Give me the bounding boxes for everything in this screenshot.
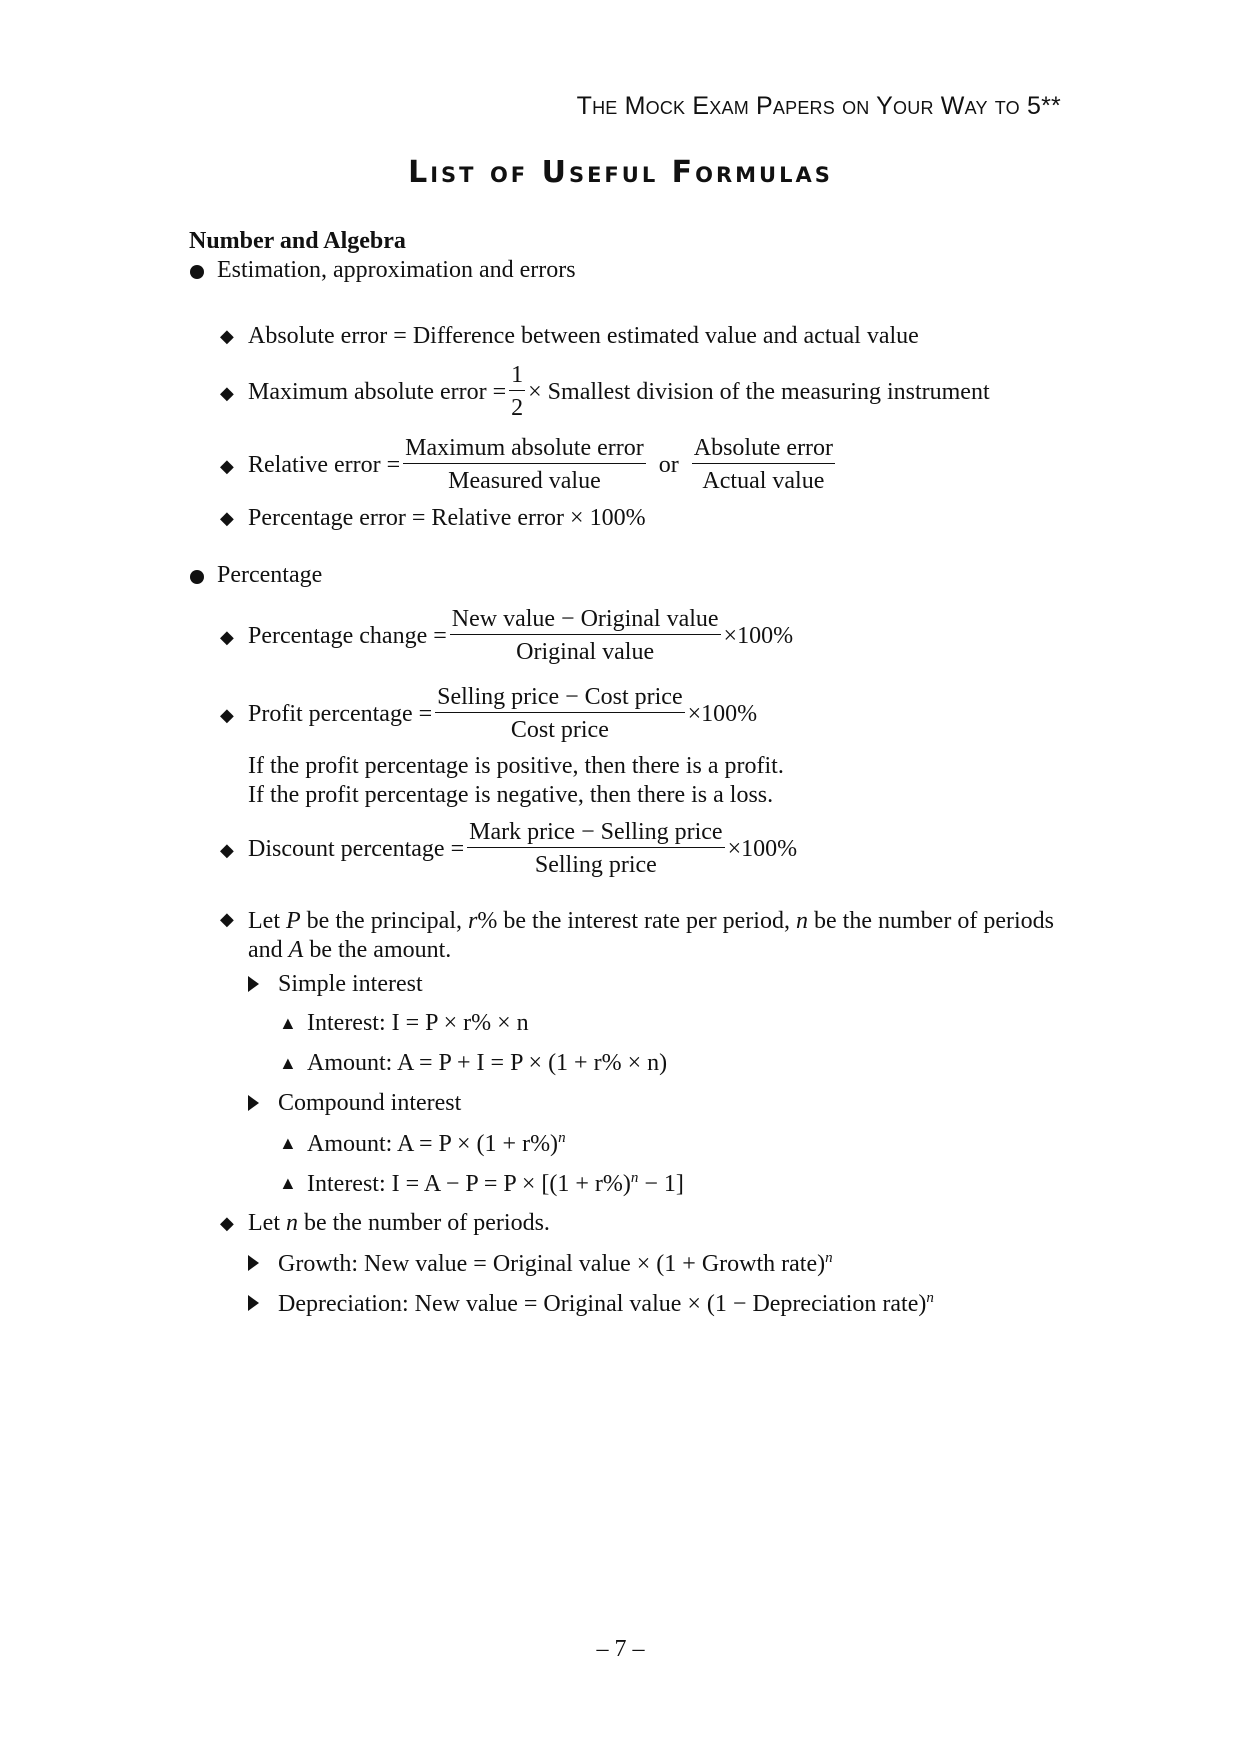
diamond-bullet-icon: ◆ — [220, 456, 234, 476]
fraction-numerator: Selling price − Cost price — [435, 685, 684, 713]
profit-note: If the profit percentage is negative, then there is a loss. — [248, 782, 774, 808]
triangle-right-icon — [248, 1255, 259, 1271]
round-bullet-icon — [190, 570, 204, 584]
formula-lhs: Percentage change = — [248, 622, 447, 649]
formula-lhs: Profit percentage = — [248, 700, 433, 727]
text-run: be the amount. — [303, 937, 452, 963]
triangle-right-icon — [248, 1095, 259, 1111]
formula-body — [248, 685, 757, 742]
subtopic-label: Compound interest — [278, 1090, 462, 1116]
formula-text: Growth: New value = Original value × (1 + Growth rate) — [278, 1251, 826, 1277]
exponent: n — [825, 1250, 833, 1266]
formula-text: Percentage error = Relative error × 100% — [248, 505, 646, 531]
formula-rhs: ×100% — [723, 622, 794, 649]
formula-rhs: ×100% — [727, 835, 798, 862]
diamond-bullet-icon: ◆ — [220, 1213, 234, 1233]
text-run: be the number of periods and — [248, 908, 1055, 963]
fraction-numerator: 1 — [509, 363, 525, 391]
or-connector: or — [658, 451, 679, 478]
formula-text: Absolute error = Difference between estimated value and actual value — [248, 323, 919, 349]
diamond-bullet-icon: ◆ — [220, 627, 234, 647]
text-run: be the number of periods. — [297, 1210, 550, 1236]
fraction-denominator: Original value — [516, 639, 655, 665]
formula-body — [307, 1171, 684, 1196]
fraction-numerator: Maximum absolute error — [403, 436, 646, 464]
running-head: The Mock Exam Papers on Your Way to 5** — [576, 92, 1061, 120]
fraction-denominator: Measured value — [448, 468, 601, 494]
text-run: be the principal, — [300, 908, 469, 934]
text-run: % be the interest rate per period, — [477, 908, 796, 934]
variable-p: P — [286, 908, 301, 934]
triangle-up-icon: ▲ — [279, 1133, 297, 1153]
formula-body — [248, 436, 838, 493]
fraction-numerator: New value − Original value — [450, 607, 721, 635]
fraction-numerator: Absolute error — [692, 436, 835, 464]
exponent: n — [926, 1290, 934, 1306]
formula-body — [248, 607, 793, 664]
formula-text: Amount: A = P × (1 + r%) — [307, 1131, 559, 1157]
fraction — [450, 607, 721, 664]
variable-n: n — [796, 908, 808, 934]
variable-a: A — [288, 937, 304, 963]
diamond-bullet-icon: ◆ — [220, 840, 234, 860]
formula-text: Amount: A = P + I = P × (1 + r% × n) — [307, 1050, 668, 1076]
triangle-up-icon: ▲ — [279, 1173, 297, 1193]
fraction — [467, 820, 724, 877]
triangle-right-icon — [248, 1295, 259, 1311]
variable-n: n — [285, 1210, 298, 1236]
fraction — [509, 363, 525, 420]
page-title: List of Useful Formulas — [408, 155, 833, 190]
formula-body — [248, 363, 990, 420]
fraction — [403, 436, 646, 493]
diamond-bullet-icon: ◆ — [220, 705, 234, 725]
formula-rhs: × Smallest division of the measuring instrument — [528, 378, 990, 405]
triangle-up-icon: ▲ — [279, 1013, 297, 1033]
round-bullet-icon — [190, 265, 204, 279]
formula-lhs: Discount percentage = — [248, 835, 465, 862]
formula-text: − 1] — [638, 1171, 684, 1197]
fraction — [435, 685, 684, 742]
diamond-bullet-icon: ◆ — [220, 909, 234, 929]
topic-label: Estimation, approximation and errors — [217, 257, 576, 283]
subtopic-label: Simple interest — [278, 971, 423, 997]
text-run: Let — [248, 1210, 286, 1236]
formula-body — [278, 1291, 934, 1316]
variable-r: r — [468, 908, 478, 934]
formula-body — [278, 1251, 833, 1276]
fraction-denominator: Selling price — [534, 852, 657, 878]
diamond-bullet-icon: ◆ — [220, 383, 234, 403]
formula-rhs: ×100% — [687, 700, 758, 727]
topic-label: Percentage — [217, 562, 323, 588]
diamond-bullet-icon: ◆ — [220, 326, 234, 346]
triangle-up-icon: ▲ — [279, 1053, 297, 1073]
definition-text — [248, 1211, 550, 1235]
text-run: Let — [248, 908, 286, 934]
section-heading: Number and Algebra — [189, 228, 406, 254]
definition-paragraph — [248, 907, 1054, 965]
fraction-denominator: 2 — [511, 395, 524, 421]
formula-lhs: Relative error = — [248, 451, 401, 478]
fraction-denominator: Cost price — [510, 717, 609, 743]
fraction-numerator: Mark price − Selling price — [467, 820, 724, 848]
triangle-right-icon — [248, 976, 259, 992]
exponent: n — [630, 1170, 639, 1186]
formula-text: Interest: I = P × r% × n — [307, 1010, 529, 1036]
fraction-denominator: Actual value — [702, 468, 825, 494]
formula-lhs: Maximum absolute error = — [248, 378, 507, 405]
profit-note: If the profit percentage is positive, then there is a profit. — [248, 753, 784, 779]
diamond-bullet-icon: ◆ — [220, 508, 234, 528]
page-number: – 7 – — [596, 1636, 645, 1662]
formula-text: Depreciation: New value = Original value × (1 − Depreciation rate) — [278, 1291, 927, 1317]
exponent: n — [558, 1130, 566, 1146]
formula-text: Interest: I = A − P = P × [(1 + r%) — [307, 1171, 631, 1197]
formula-body — [248, 820, 797, 877]
fraction — [692, 436, 835, 493]
formula-body — [307, 1131, 566, 1156]
